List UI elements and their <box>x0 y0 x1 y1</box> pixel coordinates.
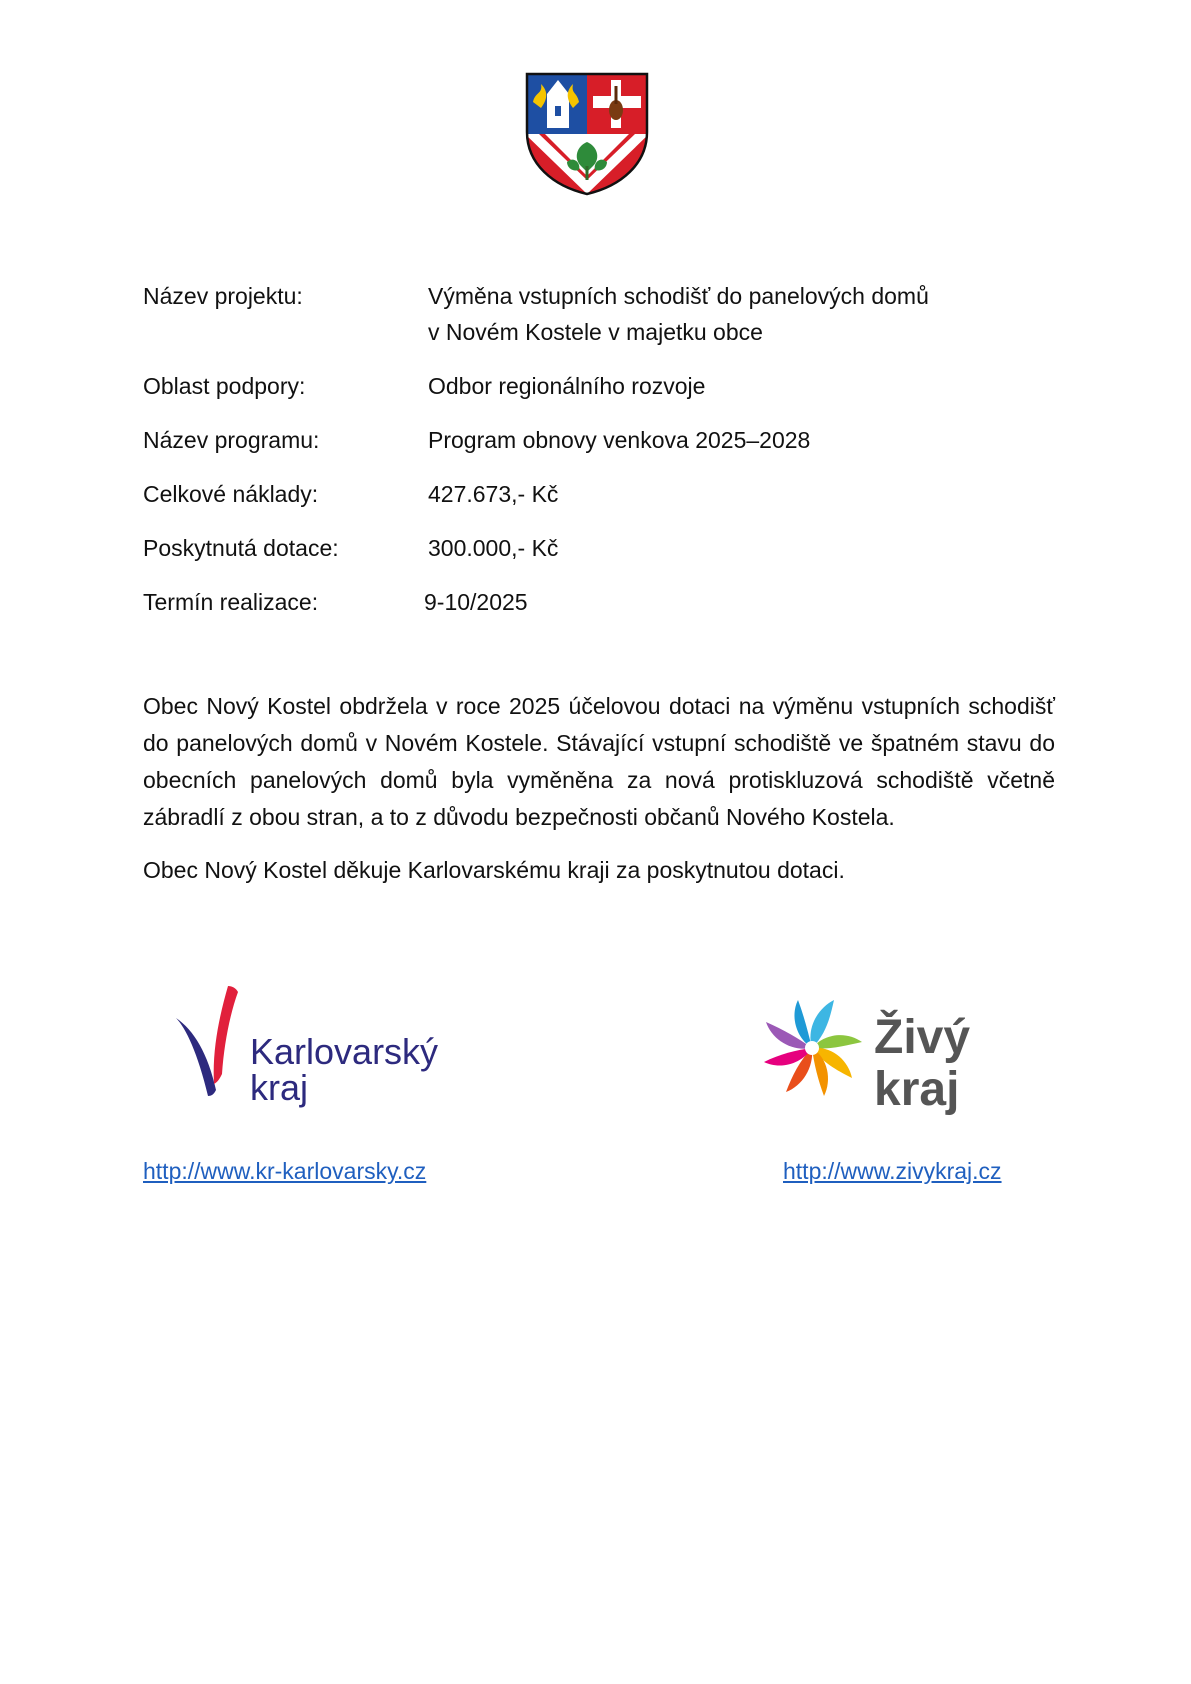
karlovarsky-logo-line2: kraj <box>250 1067 309 1108</box>
zivy-kraj-flower-icon <box>752 988 872 1108</box>
realization-term-row <box>143 584 1063 620</box>
body-paragraph-1: Obec Nový Kostel obdržela v roce 2025 účelovou dotaci na výměnu vstupních schodišť do panelových domů v Novém Kostele. Stávající vstupní schodiště ve špatném stavu do obecních panelových domů byla vyměněna za nová protiskluzová schodiště včetně zábradlí z obou stran, a to z důvodu bezpečnosti občanů Nového Kostela. <box>143 693 1055 830</box>
karlovarsky-logo-line1: Karlovarský <box>250 1031 439 1072</box>
karlovarsky-kraj-link[interactable]: http://www.kr-karlovarsky.cz <box>143 1158 427 1184</box>
project-name-row <box>143 278 1063 350</box>
support-area-row <box>143 368 1063 404</box>
zivy-kraj-logo <box>752 988 1062 1116</box>
novy-kostel-coat-of-arms-icon <box>525 72 649 196</box>
realization-term-label: Termín realizace: <box>143 589 319 615</box>
program-name-label: Název programu: <box>143 427 320 453</box>
project-name-value: Výměna vstupních schodišť do panelových domů v Novém Kostele v majetku obce <box>428 283 929 345</box>
zivy-kraj-link[interactable]: http://www.zivykraj.cz <box>783 1158 1002 1184</box>
body-paragraph-2: Obec Nový Kostel děkuje Karlovarskému kraji za poskytnutou dotaci. <box>143 857 845 883</box>
project-info <box>143 278 1063 638</box>
zivy-kraj-logo-text: Živý kraj <box>874 1011 971 1116</box>
karlovarsky-kraj-logo-icon <box>172 984 262 1114</box>
coat-of-arms <box>525 72 649 196</box>
grant-row <box>143 530 1063 566</box>
support-area-value: Odbor regionálního rozvoje <box>428 373 706 399</box>
grant-label: Poskytnutá dotace: <box>143 535 339 561</box>
karlovarsky-kraj-logo <box>172 984 472 1114</box>
project-name-label: Název projektu: <box>143 283 303 309</box>
body-text <box>143 688 1055 905</box>
total-cost-row <box>143 476 1063 512</box>
grant-value: 300.000,- Kč <box>428 535 559 561</box>
total-cost-value: 427.673,- Kč <box>428 481 559 507</box>
program-name-value: Program obnovy venkova 2025–2028 <box>428 427 811 453</box>
total-cost-label: Celkové náklady: <box>143 481 319 507</box>
support-area-label: Oblast podpory: <box>143 373 306 399</box>
realization-term-value: 9-10/2025 <box>424 589 528 615</box>
program-name-row <box>143 422 1063 458</box>
